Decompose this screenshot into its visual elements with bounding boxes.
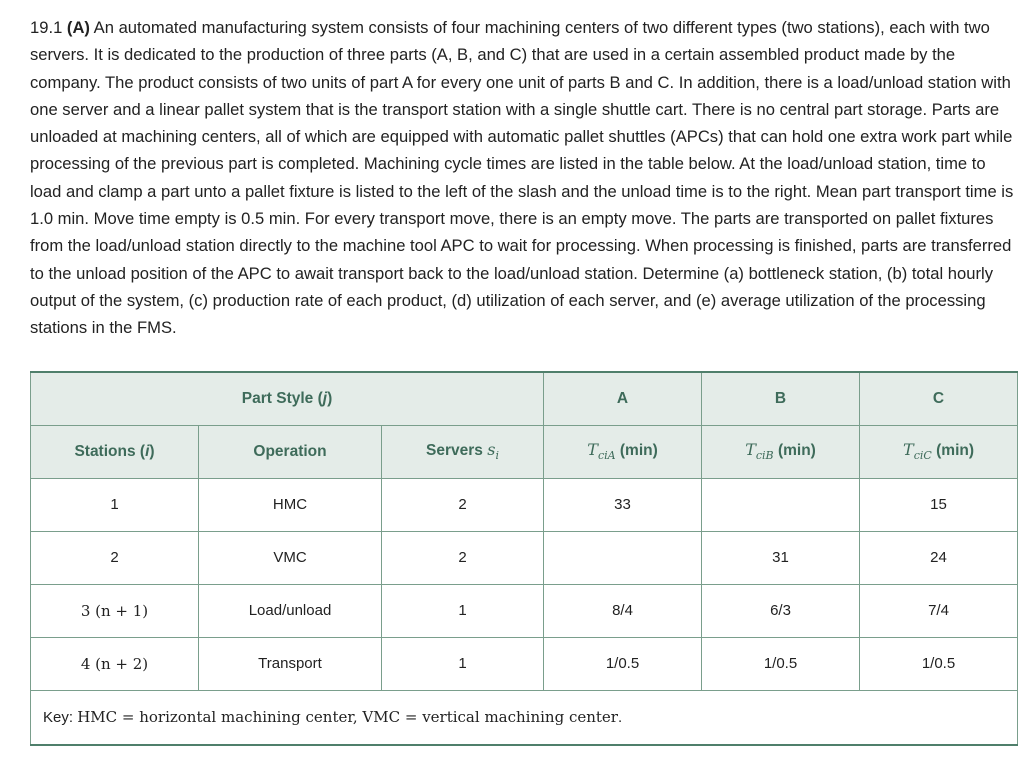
servers-cell: 2: [382, 478, 544, 531]
operation-header: Operation: [199, 425, 382, 478]
part-c-header: C: [860, 372, 1018, 425]
time-a-cell: 1/0.5: [544, 637, 702, 690]
problem-text: An automated manufacturing system consists of four machining centers of two different types (two stations), each with two servers. It is dedicated to the production of three parts (A, B, and C) that are used in a certain assembled product made by the company. The product consists of two units of part A for every one unit of parts B and C. In addition, there is a load/unload station with one server and a linear pallet system that is the transport station with a single shuttle cart. There is no central part storage. Parts are unloaded at machining centers, all of which are equipped with automatic pallet shuttles (APCs) that can hold one extra work part while processing of the previous part is completed. Machining cycle times are listed in the table below. At the load/unload station, time to load and clamp a part unto a pallet fixture is listed to the left of the slash and the unload time is to the right. Mean part transport time is 1.0 min. Move time empty is 0.5 min. For every transport move, there is an empty move. The parts are transported on pallet fixtures from the load/unload station directly to the machine tool APC to wait for processing. When processing is finished, parts are transferred to the unload position of the APC to await transport back to the load/unload station. Determine (a) bottleneck station, (b) total hourly output of the system, (c) production rate of each product, (d) utilization of each server, and (e) average utilization of the processing stations in the FMS.: [30, 18, 1014, 338]
time-c-cell: 1/0.5: [860, 637, 1018, 690]
problem-number: 19.1: [30, 18, 63, 37]
table-row: [31, 531, 1018, 584]
part-b-header: B: [702, 372, 860, 425]
operation-cell: VMC: [199, 531, 382, 584]
time-a-header: $T_{ciA}$ (min): [544, 425, 702, 478]
operation-cell: Transport: [199, 637, 382, 690]
time-b-header: $T_{ciB}$ (min): [702, 425, 860, 478]
cycle-time-table: [30, 371, 1018, 746]
problem-tag: (A): [66, 18, 90, 37]
servers-cell: 1: [382, 637, 544, 690]
problem-statement: [30, 14, 1015, 342]
operation-cell: HMC: [199, 478, 382, 531]
station-cell: 2: [31, 531, 199, 584]
operation-cell: Load/unload: [199, 584, 382, 637]
time-b-cell: [702, 478, 860, 531]
part-style-header: Part Style (j): [31, 372, 544, 425]
servers-cell: 2: [382, 531, 544, 584]
time-a-cell: 8/4: [544, 584, 702, 637]
station-cell: 4 (n + 2): [31, 637, 199, 690]
time-c-header: $T_{ciC}$ (min): [860, 425, 1018, 478]
column-header-row: [31, 425, 1018, 478]
time-a-cell: 33: [544, 478, 702, 531]
time-c-cell: 24: [860, 531, 1018, 584]
part-a-header: A: [544, 372, 702, 425]
stations-header: Stations (i): [31, 425, 199, 478]
servers-cell: 1: [382, 584, 544, 637]
station-cell: 1: [31, 478, 199, 531]
table-row: [31, 478, 1018, 531]
time-c-cell: 15: [860, 478, 1018, 531]
table-key: Key: HMC = horizontal machining center, VMC = vertical machining center.: [31, 690, 1018, 745]
time-c-cell: 7/4: [860, 584, 1018, 637]
servers-header: Servers $s_i$: [382, 425, 544, 478]
time-b-cell: 31: [702, 531, 860, 584]
table-row: [31, 584, 1018, 637]
table-row: [31, 637, 1018, 690]
part-style-header-row: [31, 372, 1018, 425]
time-b-cell: 1/0.5: [702, 637, 860, 690]
station-cell: 3 (n + 1): [31, 584, 199, 637]
time-a-cell: [544, 531, 702, 584]
key-row: [31, 690, 1018, 745]
time-b-cell: 6/3: [702, 584, 860, 637]
